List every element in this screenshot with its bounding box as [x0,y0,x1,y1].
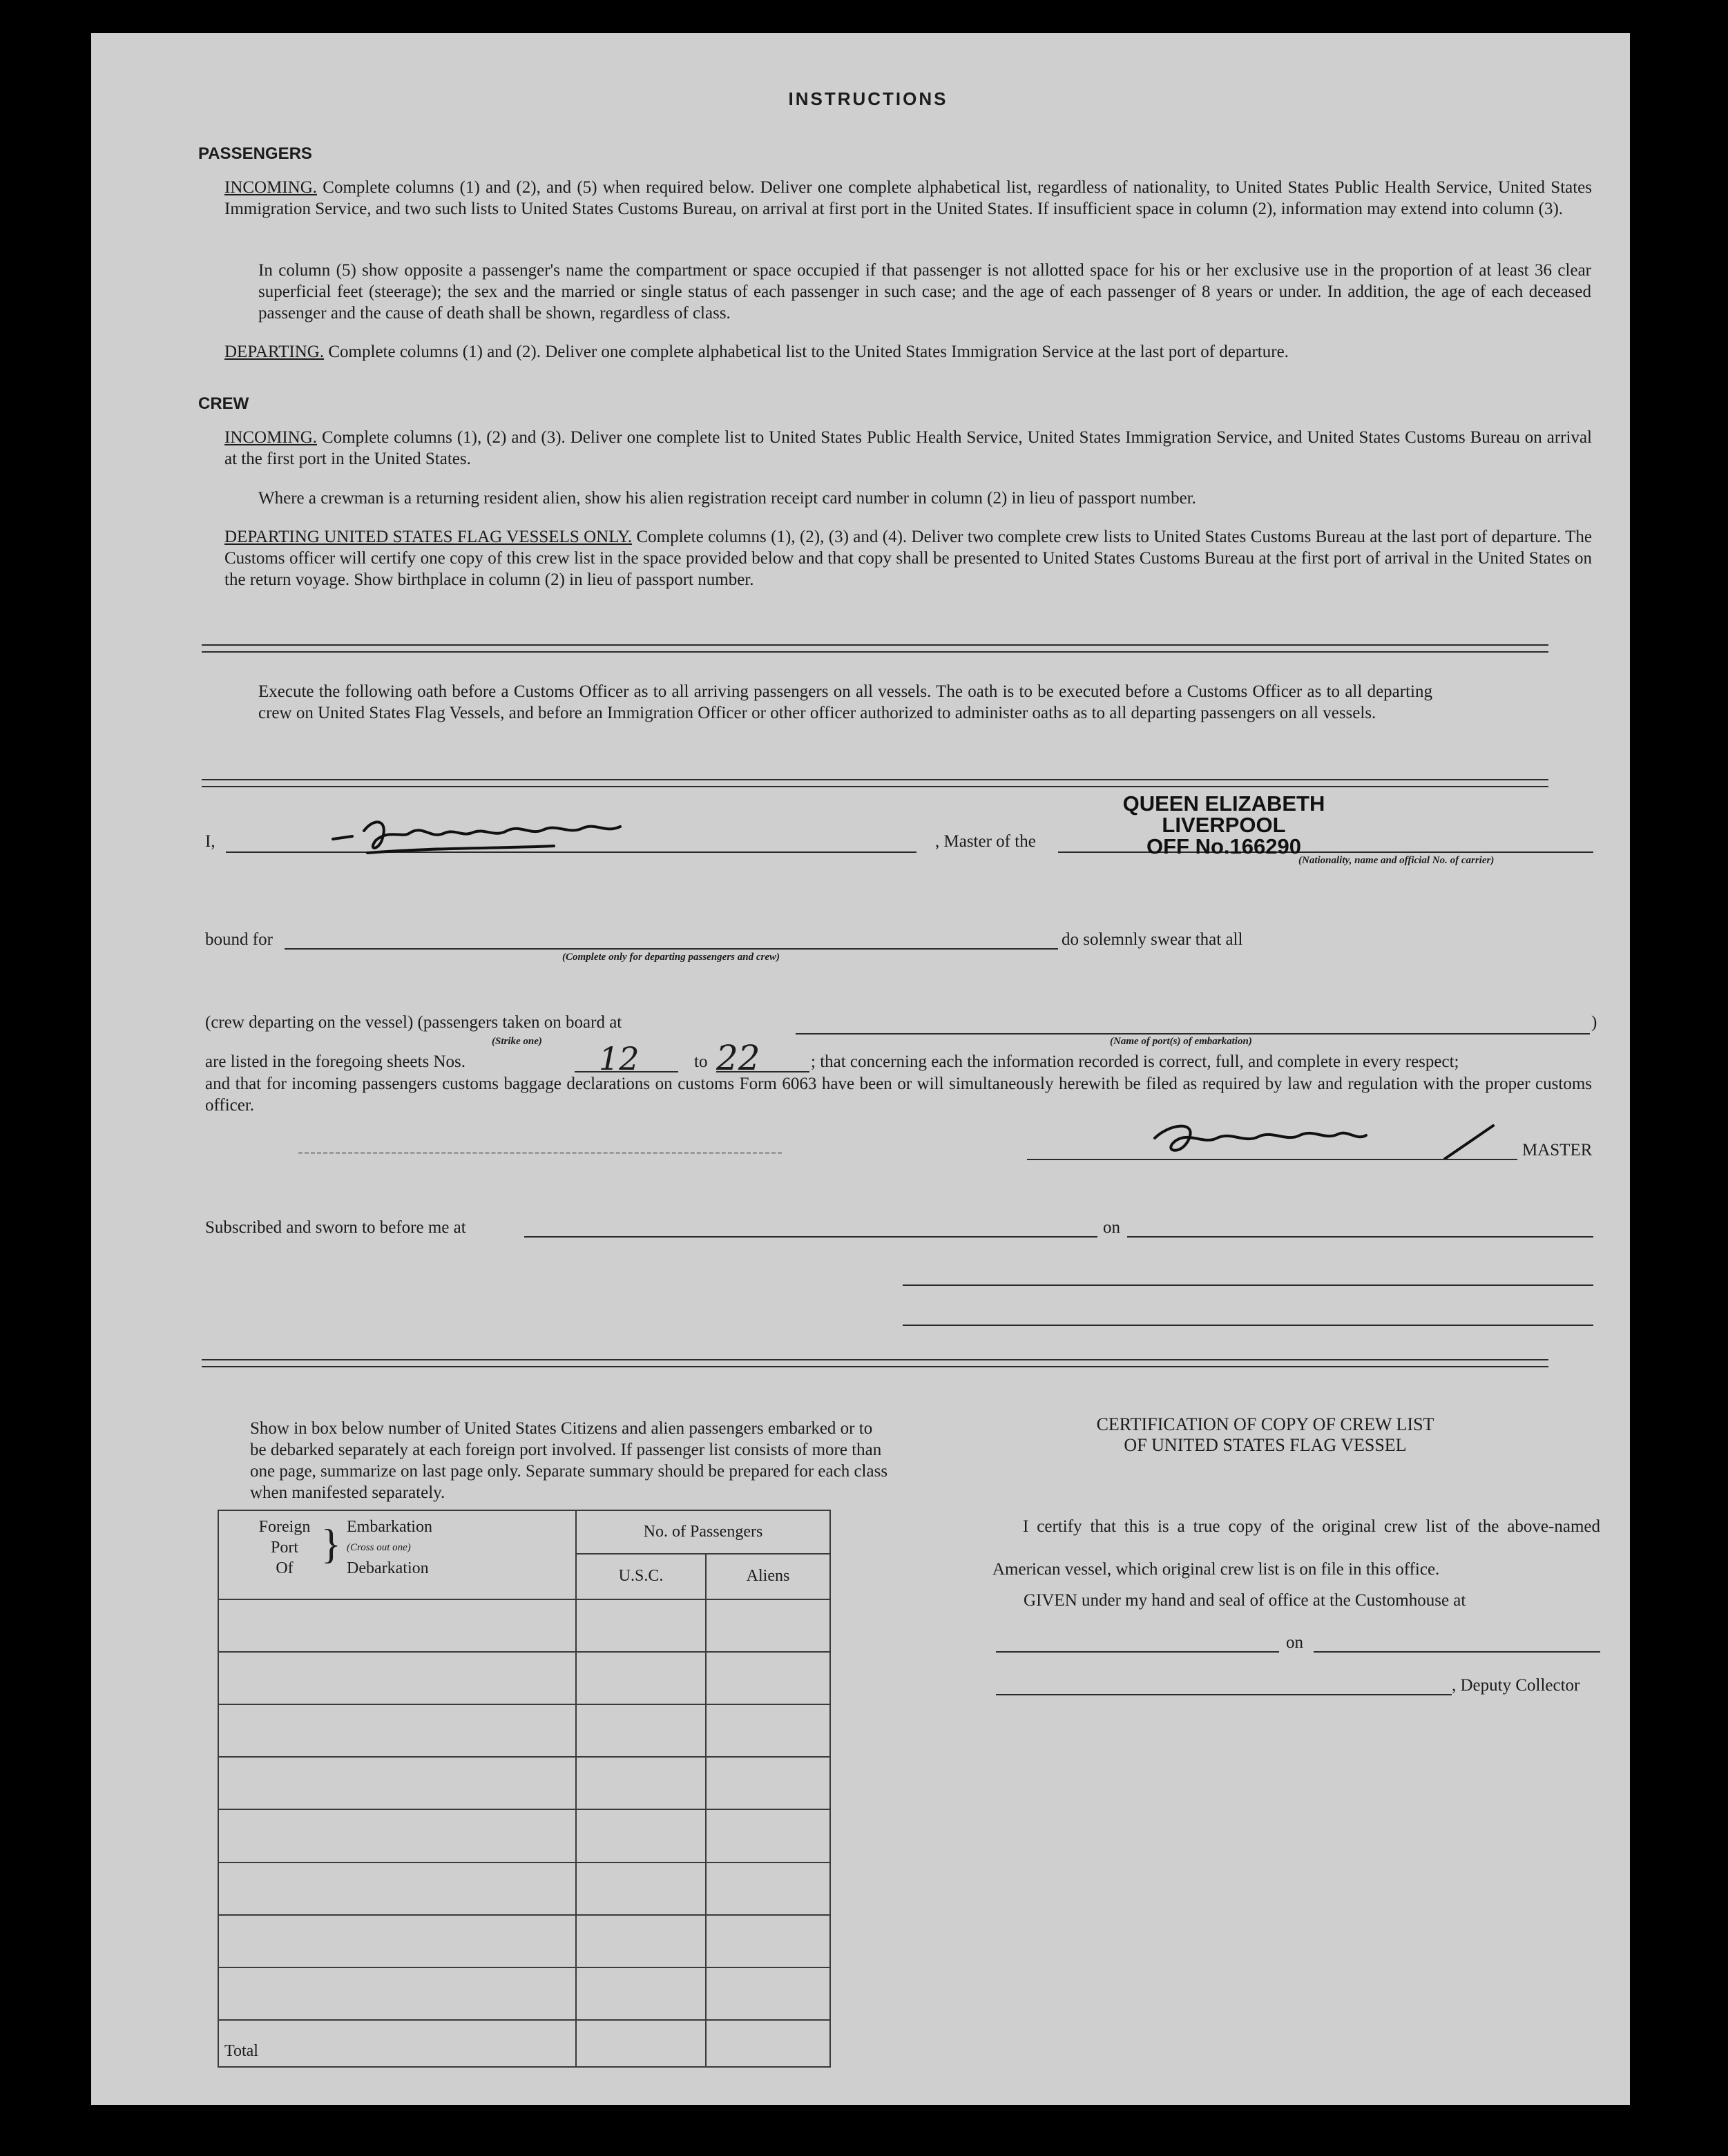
vessel-official-number: OFF No.166290 [1146,834,1301,858]
crew-heading: CREW [198,394,249,413]
embarkation-label: Embarkation [347,1518,432,1536]
section-divider-2 [202,651,1548,653]
deputy-label: , Deputy Collector [1452,1676,1580,1695]
vessel-name: QUEEN ELIZABETH [1122,791,1325,816]
crew-departing-label: DEPARTING UNITED STATES FLAG VESSELS ONLY. [224,528,633,546]
certification-date-line [1314,1651,1600,1653]
passengers-header-cell: No. of Passengers [576,1510,830,1554]
passengers-incoming-label: INCOMING. [224,178,318,197]
deputy-signature-line [996,1694,1452,1695]
crew-resident-paragraph: Where a crewman is a returning resident alien, show his alien registration receipt card number in column (2) in lieu of passport number. [258,489,1196,508]
total-row [218,2020,830,2067]
master-of-label: , Master of the [935,832,1036,851]
master-signature [1141,1110,1500,1166]
debarkation-label: Debarkation [347,1559,429,1577]
aliens-header-cell: Aliens [706,1554,830,1599]
master-signature-line [1027,1159,1517,1160]
passengers-incoming-text: Complete columns (1) and (2), and (5) when required below. Deliver one complete alphabetical list, regardless of nationality, to United States Public Health Service, United States Immigration Service, and two such lists to United States Customs Bureau, on arrival at first port in the United States. If insufficient space in column (2), information may extend into column (3). [224,178,1593,218]
port-label: Port [270,1539,298,1557]
port-header-cell [218,1510,576,1599]
given-text: GIVEN under my hand and seal of office at the Customhouse at [1024,1591,1466,1610]
section-divider-4 [202,786,1548,787]
section-divider-5 [202,1359,1548,1360]
passengers-departing-label: DEPARTING. [224,343,325,361]
of-label: Of [276,1559,294,1577]
baggage-paragraph: and that for incoming passengers customs baggage declarations on customs Form 6063 have been or will simultaneously herewith be filed as required by law and regulation with the proper customs officer. [205,1075,1592,1115]
table-row [218,1652,830,1704]
instructions-title: INSTRUCTIONS [788,88,948,109]
usc-header-cell: U.S.C. [576,1554,706,1599]
subscribed-place-line [524,1236,1097,1238]
embarkation-ports-line [796,1033,1590,1034]
passengers-departing-text: Complete columns (1) and (2). Deliver one complete alphabetical list to the United States Immigration Service at the last port of departure. [328,343,1289,361]
crew-incoming-text: Complete columns (1), (2) and (3). Deliver one complete list to United States Public Health Service, United States Immigration Service, and United States Customs Bureau on arrival at the first port in the United States. [224,428,1592,468]
crew-departing-text: Complete columns (1), (2), (3) and (4). Deliver two complete crew lists to United States Customs Bureau at the last port of departure. The Customs officer will certify one copy of this crew list in the space provided below and that copy shall be presented to United States Customs Bureau at the first port of arrival in the United States on the return voyage. Show birthplace in column (2) in lieu of passport number. [224,528,1593,589]
bound-for-caption: (Complete only for departing passengers and crew) [562,952,780,963]
cross-out-label: (Cross out one) [347,1542,411,1553]
vessel-caption: (Nationality, name and official No. of carrier) [1298,855,1495,866]
sheet-to-value: 22 [716,1038,760,1078]
form-page [91,33,1630,2105]
table-row [218,1704,830,1757]
strike-caption: (Strike one) [492,1036,542,1047]
subscribed-on-label: on [1103,1218,1120,1237]
bound-for-label: bound for [205,930,273,949]
certify-paragraph: I certify that this is a true copy of the original crew list of the above-named American vessel, which original crew list is on file in this office. [992,1517,1600,1579]
summary-instructions: Show in box below number of United States Citizens and alien passengers embarked or to be debarked separately at each foreign port involved. If passenger list consists of more than one page, summarize on last page only. Separate summary should be prepared for each class when manifested separately. [250,1419,888,1502]
section-divider-1 [202,644,1548,646]
passenger-summary-table [218,1510,831,2068]
oath-i-label: I, [205,832,215,851]
vessel-port: LIVERPOOL [1162,813,1286,837]
passengers-column5-paragraph: In column (5) show opposite a passenger's name the compartment or space occupied if that passenger is not allotted space for his or her exclusive use in the proportion of at least 36 clear superficial feet (steerage); the sex and the married or single status of each passenger in such case; and the age of each passenger of 8 years or under. In addition, the age of each deceased passenger and the cause of death shall be shown, regardless of class. [258,261,1591,323]
certification-title [989,1414,1542,1456]
swear-text: do solemnly swear that all [1062,930,1243,949]
crew-departing-text: (crew departing on the vessel) (passengers taken on board at [205,1013,622,1032]
faint-divider [298,1152,782,1154]
customhouse-line [996,1651,1279,1653]
certification-on-label: on [1286,1633,1303,1652]
table-row [218,1809,830,1862]
table-row [218,1757,830,1809]
oath-intro-paragraph: Execute the following oath before a Customs Officer as to all arriving passengers on all vessels. The oath is to be executed before a Customs Officer as to all departing crew on United States Flag Vessels, and before an Immigration Officer or other officer authorized to administer oaths as to all departing passengers on all vessels. [258,682,1432,722]
subscribed-date-line [1127,1236,1593,1238]
crew-departing-paragraph [224,526,1592,590]
vessel-stamp [1120,793,1327,857]
sheets-rest-text: ; that concerning each the information recorded is correct, full, and complete in every respect; [811,1052,1459,1071]
table-row [218,1915,830,1967]
section-divider-6 [202,1366,1548,1367]
sheets-label: are listed in the foregoing sheets Nos. [205,1052,465,1071]
passengers-heading: PASSENGERS [198,144,312,163]
subscribed-label: Subscribed and sworn to before me at [205,1218,466,1237]
crew-incoming-paragraph [224,427,1592,470]
brace: } [321,1521,341,1567]
passengers-incoming-paragraph [224,177,1592,220]
passengers-departing-paragraph [224,341,1592,363]
table-row [218,1863,830,1915]
officer-line-2 [903,1325,1593,1326]
sheet-from-value: 12 [599,1040,640,1077]
master-label: MASTER [1522,1141,1593,1159]
foreign-label: Foreign [258,1518,311,1536]
section-divider-3 [202,779,1548,780]
total-label: Total [218,2020,576,2067]
bound-for-line [285,948,1058,950]
officer-line-1 [903,1284,1593,1286]
master-name-signature [326,810,630,865]
certification-title-line1: CERTIFICATION OF COPY OF CREW LIST [1096,1414,1434,1434]
embarkation-close-paren: ) [1591,1013,1597,1032]
to-label: to [694,1052,708,1071]
ports-caption: (Name of port(s) of embarkation) [1110,1036,1252,1047]
certification-title-line2: OF UNITED STATES FLAG VESSEL [1124,1435,1407,1455]
crew-incoming-label: INCOMING. [224,428,318,447]
table-row [218,1599,830,1652]
table-row [218,1967,830,2020]
